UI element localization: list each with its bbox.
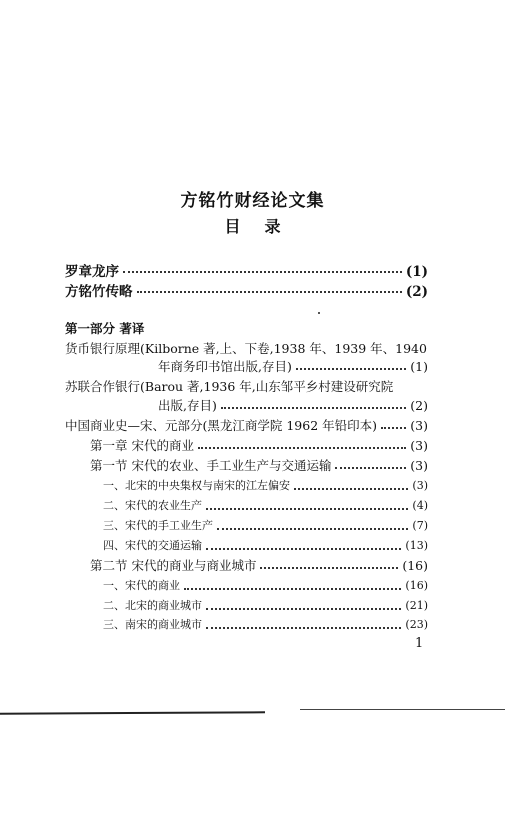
dot-leader [335,458,406,469]
toc-entry-page: (3) [412,479,428,492]
scan-edge-line [300,709,505,710]
toc-entry-label: 出版,存目) [158,398,217,413]
dot-leader [206,618,401,629]
dot-leader [206,499,408,510]
toc-entry-page: (2) [410,398,428,413]
toc-entry[interactable] [90,436,428,454]
toc-entry[interactable] [103,577,428,595]
toc-entry-page: (3) [410,438,428,453]
toc-entry-page: (3) [410,458,428,473]
toc-entry-page: (13) [405,539,428,552]
toc-entry-page: (3) [410,418,428,433]
toc-entry[interactable] [103,537,428,555]
toc-entry[interactable] [103,517,428,535]
dot-leader [123,262,402,273]
dot-leader [221,398,406,409]
toc-entry-label: 罗章龙序 [65,264,119,280]
toc-entry-label: 二、宋代的农业生产 [103,499,202,512]
toc-entry-label: 方铭竹传略 [65,284,133,300]
toc-entry-page: (1) [410,359,428,374]
toc-entry-label: 一、北宋的中央集权与南宋的江左偏安 [103,479,290,492]
toc-entry-continuation[interactable] [158,357,428,375]
dot-leader [294,479,408,490]
toc-entry-continuation[interactable] [158,396,428,414]
toc-entry-label: 三、宋代的手工业生产 [103,519,213,532]
toc-entry[interactable] [90,556,428,574]
book-title: 方铭竹财经论文集 [180,191,325,211]
toc-entry-page: (7) [412,519,428,532]
toc-entry-preface[interactable] [65,260,428,278]
toc-entry-page: (21) [405,599,428,612]
toc-entry-label: 第一章 宋代的商业 [90,438,194,453]
dot-leader [184,579,401,590]
dot-leader [137,282,402,293]
toc-entry-page: (16) [402,558,428,573]
toc-entry[interactable] [103,497,428,515]
dot-leader [217,519,408,530]
toc-entry-label: 三、南宋的商业城市 [103,618,202,631]
toc-entry-label: 一、宋代的商业 [103,579,180,592]
dot-leader [260,558,398,569]
part-heading: 第一部分 著译 [65,321,145,336]
toc-entry-page: (1) [405,264,428,280]
toc-entry-page: (4) [412,499,428,512]
scan-speck [318,312,320,314]
toc-entry-page: (23) [405,618,428,631]
toc-entry-biography[interactable] [65,280,428,298]
dot-leader [206,599,401,610]
toc-entry-label: 四、宋代的交通运输 [103,539,202,552]
toc-entry[interactable] [103,616,428,634]
toc-entry-line[interactable]: 苏联合作银行(Barou 著,1936 年,山东邹平乡村建设研究院 [65,379,394,394]
dot-leader [296,359,406,370]
toc-heading: 目录 [224,217,305,236]
toc-entry-label: 年商务印书馆出版,存目) [158,359,292,374]
toc-entry-label: 中国商业史—宋、元部分(黑龙江商学院 1962 年铅印本) [65,418,378,433]
page-number: 1 [415,636,424,651]
toc-entry-page: (2) [405,284,428,300]
toc-entry[interactable] [90,456,428,474]
toc-entry-label: 第二节 宋代的商业与商业城市 [90,558,257,573]
dot-leader [381,418,406,429]
toc-entry-line[interactable]: 货币银行原理(Kilborne 著,上、下卷,1938 年、1939 年、1940 [65,341,427,356]
toc-entry[interactable] [65,416,428,434]
toc-entry[interactable] [103,597,428,615]
toc-entry-label: 第一节 宋代的农业、手工业生产与交通运输 [90,458,332,473]
dot-leader [206,539,401,550]
scan-edge-line [0,711,265,714]
toc-entry-label: 二、北宋的商业城市 [103,599,202,612]
dot-leader [198,438,406,449]
toc-entry[interactable] [103,477,428,495]
toc-entry-page: (16) [405,579,428,592]
